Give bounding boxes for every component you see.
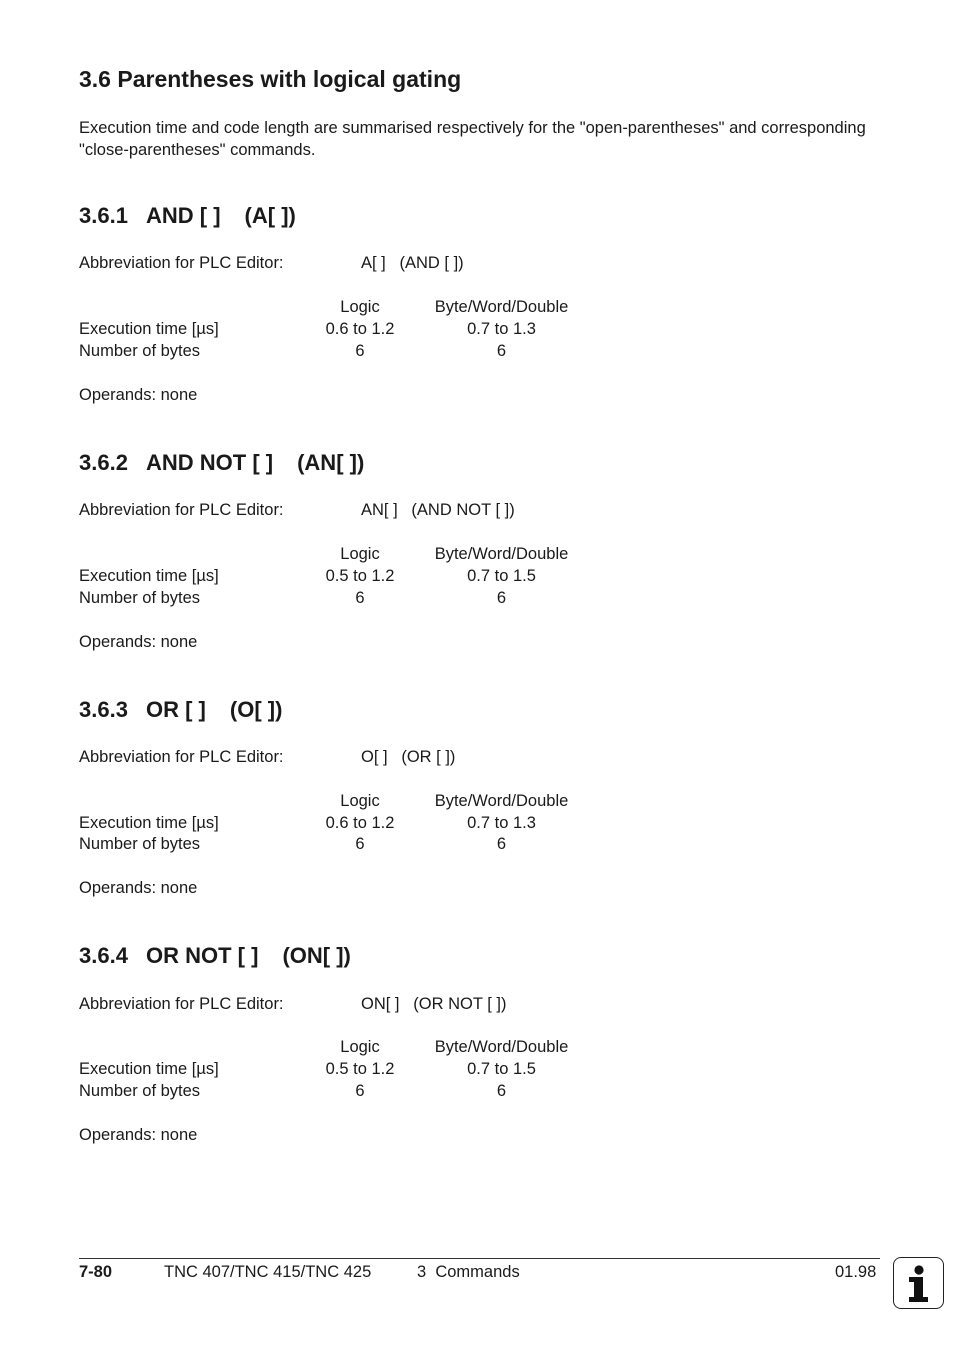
exec-logic-value: 0.5 to 1.2 xyxy=(325,1060,395,1078)
section-heading xyxy=(79,203,296,229)
section-abbr: (AN[ ]) xyxy=(297,450,365,475)
exec-logic-value: 0.5 to 1.2 xyxy=(325,567,395,585)
exec-bwd-value: 0.7 to 1.5 xyxy=(467,567,536,585)
section-number: 3.6.2 xyxy=(79,450,128,475)
exec-logic-value: 0.6 to 1.2 xyxy=(325,320,395,338)
section-number: 3.6.3 xyxy=(79,697,128,722)
bytes-logic-value: 6 xyxy=(355,342,365,360)
bytes-bwd-value: 6 xyxy=(496,1082,507,1100)
exec-bwd-value: 0.7 to 1.3 xyxy=(467,320,536,338)
col-logic-header: Logic xyxy=(340,792,380,810)
footer-date: 01.98 xyxy=(835,1263,877,1281)
row-bytes-label: Number of bytes xyxy=(79,342,201,360)
col-logic-header: Logic xyxy=(340,545,380,563)
row-bytes-label: Number of bytes xyxy=(79,835,201,853)
footer-divider xyxy=(79,1258,880,1259)
row-exec-label: Execution time [µs] xyxy=(79,1060,219,1078)
editor-abbr: A[ ] (AND [ ]) xyxy=(361,254,464,272)
section-title: OR [ ] xyxy=(146,697,206,722)
abbr-label: Abbreviation for PLC Editor: xyxy=(79,748,284,766)
intro-paragraph: Execution time and code length are summarised respectively for the "open-parentheses" and corresponding "close-parentheses" commands. xyxy=(79,119,866,159)
section-heading xyxy=(79,450,364,476)
section-abbr: (A[ ]) xyxy=(244,203,296,228)
section-number: 3.6.4 xyxy=(79,943,128,968)
abbr-label: Abbreviation for PLC Editor: xyxy=(79,501,284,519)
footer-chapter: 3 Commands xyxy=(417,1263,520,1281)
row-bytes-label: Number of bytes xyxy=(79,589,201,607)
bytes-logic-value: 6 xyxy=(355,589,365,607)
section-title: AND NOT [ ] xyxy=(146,450,274,475)
page-number: 7-80 xyxy=(79,1263,113,1281)
editor-abbr: O[ ] (OR [ ]) xyxy=(361,748,456,766)
exec-bwd-value: 0.7 to 1.5 xyxy=(467,1060,536,1078)
operands-text: Operands: none xyxy=(79,633,198,651)
row-exec-label: Execution time [µs] xyxy=(79,567,219,585)
row-exec-label: Execution time [µs] xyxy=(79,320,219,338)
page-heading: 3.6 Parentheses with logical gating xyxy=(79,66,462,92)
col-bwd-header: Byte/Word/Double xyxy=(434,545,569,563)
col-logic-header: Logic xyxy=(340,298,380,316)
col-bwd-header: Byte/Word/Double xyxy=(434,792,569,810)
bytes-bwd-value: 6 xyxy=(496,342,507,360)
editor-abbr: ON[ ] (OR NOT [ ]) xyxy=(361,995,507,1013)
bytes-bwd-value: 6 xyxy=(496,589,507,607)
section-number: 3.6.1 xyxy=(79,203,128,228)
operands-text: Operands: none xyxy=(79,1126,198,1144)
bytes-bwd-value: 6 xyxy=(496,835,507,853)
col-bwd-header: Byte/Word/Double xyxy=(434,1038,569,1056)
info-icon xyxy=(893,1257,944,1309)
operands-text: Operands: none xyxy=(79,386,198,404)
editor-abbr: AN[ ] (AND NOT [ ]) xyxy=(361,501,515,519)
col-bwd-header: Byte/Word/Double xyxy=(434,298,569,316)
abbr-label: Abbreviation for PLC Editor: xyxy=(79,995,284,1013)
section-title: OR NOT [ ] xyxy=(146,943,259,968)
section-abbr: (O[ ]) xyxy=(229,697,283,722)
bytes-logic-value: 6 xyxy=(355,1082,365,1100)
col-logic-header: Logic xyxy=(340,1038,380,1056)
exec-logic-value: 0.6 to 1.2 xyxy=(325,814,395,832)
bytes-logic-value: 6 xyxy=(355,835,365,853)
operands-text: Operands: none xyxy=(79,879,198,897)
section-heading xyxy=(79,943,351,969)
abbr-label: Abbreviation for PLC Editor: xyxy=(79,254,284,272)
section-heading xyxy=(79,697,282,723)
row-bytes-label: Number of bytes xyxy=(79,1082,201,1100)
exec-bwd-value: 0.7 to 1.3 xyxy=(467,814,536,832)
footer-model: TNC 407/TNC 415/TNC 425 xyxy=(164,1263,372,1281)
row-exec-label: Execution time [µs] xyxy=(79,814,219,832)
section-abbr: (ON[ ]) xyxy=(282,943,351,968)
section-title: AND [ ] xyxy=(146,203,221,228)
